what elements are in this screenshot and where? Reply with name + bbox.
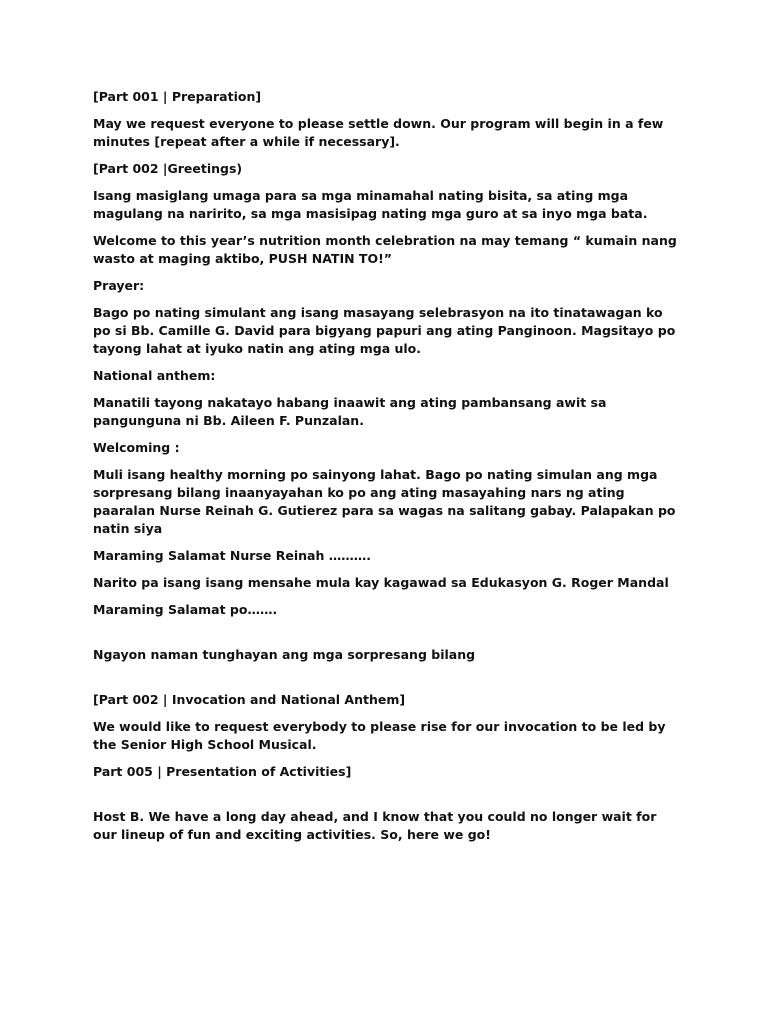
paragraph-settle-down: May we request everyone to please settle down. Our program will begin in a few minutes [repeat after a while if necessary]. [93, 116, 664, 149]
paragraph-greetings: Isang masiglang umaga para sa mga minamahal nating bisita, sa ating mga magulang na naririto, sa mga masisipag nating mga guro at sa inyo mga bata. [93, 188, 648, 221]
document-body [93, 88, 683, 853]
paragraph-prayer: Bago po nating simulant ang isang masayang selebrasyon na ito tinatawagan ko po si Bb. Camille G. David para bigyang papuri ang ating Panginoon. Magsitayo po tayong lahat at iyuko natin ang ating mga ulo. [93, 305, 676, 356]
heading-national-anthem: National anthem: [93, 368, 216, 383]
paragraph-national-anthem: Manatili tayong nakatayo habang inaawit ang ating pambansang awit sa pangunguna ni Bb. Aileen F. Punzalan. [93, 395, 607, 428]
paragraph-invocation: We would like to request everybody to please rise for our invocation to be led by the Senior High School Musical. [93, 719, 666, 752]
heading-prayer: Prayer: [93, 278, 145, 293]
heading-part-002-invocation: [Part 002 | Invocation and National Anthem] [93, 692, 406, 707]
paragraph-welcoming: Muli isang healthy morning po sainyong lahat. Bago po nating simulan ang mga sorpresang bilang inaanyayahan ko po ang ating masayahing nars ng ating paaralan Nurse Reinah G. Gutierez para sa wagas na salitang gabay. Palapakan po natin siya [93, 467, 676, 536]
paragraph-host-b: Host B. We have a long day ahead, and I know that you could no longer wait for our lineup of fun and exciting activities. So, here we go! [93, 809, 657, 842]
paragraph-surprise-numbers: Ngayon naman tunghayan ang mga sorpresang bilang [93, 647, 476, 662]
paragraph-thanks: Maraming Salamat po……. [93, 602, 278, 617]
heading-part-001: [Part 001 | Preparation] [93, 89, 262, 104]
heading-part-005: Part 005 | Presentation of Activities] [93, 764, 352, 779]
heading-part-002-greetings: [Part 002 |Greetings) [93, 161, 243, 176]
paragraph-thanks-nurse: Maraming Salamat Nurse Reinah ………. [93, 548, 371, 563]
paragraph-welcome-theme: Welcome to this year’s nutrition month celebration na may temang “ kumain nang wasto at maging aktibo, PUSH NATIN TO!” [93, 233, 677, 266]
paragraph-message-kagawad: Narito pa isang isang mensahe mula kay kagawad sa Edukasyon G. Roger Mandal [93, 575, 669, 590]
heading-welcoming: Welcoming : [93, 440, 180, 455]
